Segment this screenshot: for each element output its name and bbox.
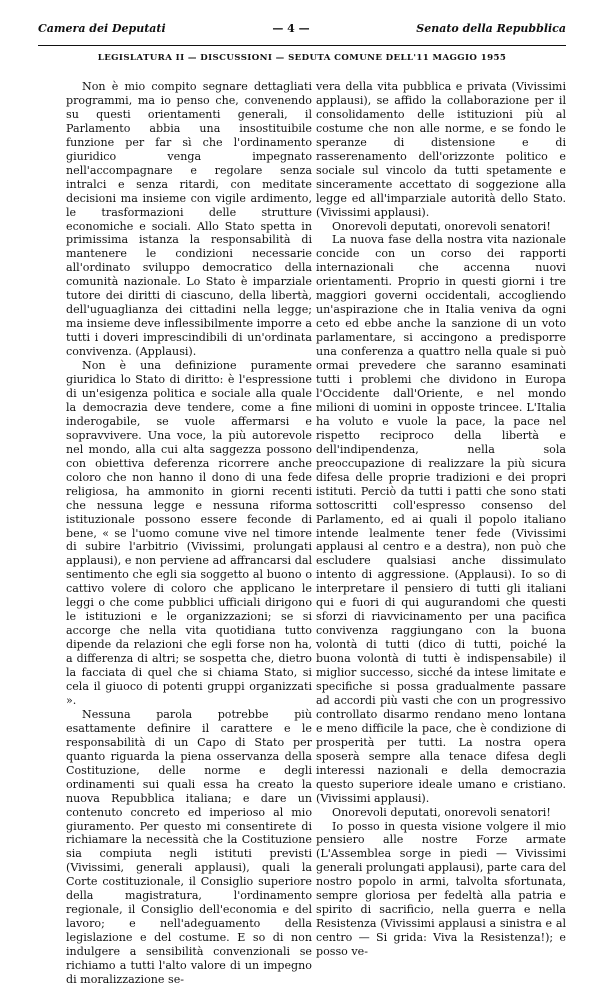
header-left: Camera dei Deputati (38, 22, 166, 35)
page-number: — 4 — (272, 22, 310, 35)
paragraph: Io posso in questa visione volgere il mio pensiero alle nostre Forze armate (L'Assemblea sorge in piedi — Vivissimi generali prolungati applausi), parte cara del nostro popolo in armi, talvolta sfortunata, sempre gloriosa per fedeltà alla patria e spirito di sacrificio, nella guerra e nella Resistenza (Vivissimi applausi a sinistra e al centro — Si grida: Viva la Resistenza!); e posso ve- (316, 819, 566, 959)
left-column (66, 80, 312, 987)
header-right: Senato della Repubblica (416, 22, 566, 35)
paragraph: Nessuna parola potrebbe più esattamente definire il carattere e le responsabilità di un Capo di Stato per quanto riguarda la piena osservanza della Costituzione, delle norme e degli ordinamenti sui quali essa ha creato la nuova Repubblica italiana; e dare un contenuto concreto ed imperioso al mio giuramento. Per questo mi consentirete di richiamare la necessità che la Costituzione sia compiuta negli istituti previsti (Vivissimi, generali applausi), quali la Corte costituzionale, il Consiglio superiore della magistratura, l'ordinamento regionale, il Consiglio dell'economia e del lavoro; e nell'adeguamento della legislazione e del costume. E so di non indulgere a sensibilità convenzionali se richiamo a tutti l'alto valore di un impegno di moralizzazione se- (66, 707, 312, 986)
page-header (38, 22, 566, 44)
paragraph: Onorevoli deputati, onorevoli senatori! (332, 219, 551, 233)
paragraph: Non è una definizione puramente giuridica lo Stato di diritto: è l'espressione di un'esigenza politica e sociale alla quale la democrazia deve tendere, come a fine inderogabile, se vuole affermarsi e sopravvivere. Una voce, la più autorevole nel mondo, alla cui alta saggezza possono con obiettiva deferenza ricorrere anche coloro che non hanno il dono di una fede religiosa, ha ammonito in giorni recenti che nessuna legge e nessuna riforma istituzionale possono essere feconde di bene, « se l'uomo comune vive nel timore di subire l'arbitrio (Vivissimi, prolungati applausi), e non perviene ad affrancarsi dal sentimento che egli sia soggetto al buono o cattivo volere di coloro che applicano le leggi o che come pubblici ufficiali dirigono le istituzioni e le organizzazioni; se si accorge che nella vita quotidiana tutto dipende da relazioni che egli forse non ha, a differenza di altri; se sospetta che, dietro la facciata di quel che si chiama Stato, si cela il giuoco di potenti gruppi organizzati ». (66, 359, 312, 707)
session-subheader: LEGISLATURA II — DISCUSSIONI — SEDUTA COMUNE DELL'11 MAGGIO 1955 (97, 53, 507, 63)
right-column (316, 80, 566, 959)
paragraph: Onorevoli deputati, onorevoli senatori! (332, 805, 551, 819)
paragraph: Non è mio compito segnare dettagliati programmi, ma io penso che, convenendo su questi orientamenti generali, il Parlamento abbia una insostituibile funzione per far sì che l'ordinamento giuridico venga impegnato nell'accompagnare e regolare senza intralci e senza ritardi, con meditate decisioni ma insieme con vigile ardimento, le trasformazioni delle strutture economiche e sociali. Allo Stato spetta in primissima istanza la responsabilità di mantenere le condizioni necessarie all'ordinato sviluppo democratico della comunità nazionale. Lo Stato è imparziale tutore dei diritti di ciascuno, della libertà, dell'uguaglianza dei cittadini nella legge; ma insieme deve inflessibilmente imporre a tutti i doveri imprescindibili di un'ordinata convivenza. (Applausi). (66, 80, 312, 359)
header-rule (38, 45, 566, 46)
paragraph: La nuova fase della nostra vita nazionale concide con un corso dei rapporti internazionali che accenna nuovi orientamenti. Proprio in questi giorni i tre maggiori governi occidentali, accogliendo un'aspirazione che in Italia veniva da ogni ceto ed ebbe anche la sanzione di un voto parlamentare, si accingono a predisporre una conferenza a quattro nella quale si può ormai prevedere che saranno esaminati tutti i problemi che dividono in Europa l'Occidente dall'Oriente, e nel mondo milioni di uomini in opposte trincee. L'Italia ha voluto e vuole la pace, la pace nel rispetto reciproco della libertà e dell'indipendenza, nella sola preoccupazione di realizzare la più sicura difesa delle proprie tradizioni e dei propri istituti. Perciò da tutti i patti che sono stati sottoscritti coll'espresso consenso del Parlamento, ed ai quali il popolo italiano intende lealmente tener fede (Vivissimi applausi al centro e a destra), non può che escludere qualsiasi anche dissimulato intento di aggressione. (Applausi). Io so di interpretare il pensiero di tutti gli italiani qui e fuori di qui augurandomi che questi sforzi di riavvicinamento per una pacifica convivenza raggiungano con la buona volontà di tutti (dico di tutti, poiché la buona volontà di tutti è indispensabile) il miglior successo, sicché da intese limitate e specifiche si possa gradualmente passare ad accordi più vasti che con un progressivo controllato disarmo rendano meno lontana e meno difficile la pace, che è condizione di prosperità per tutti. La nostra opera sposerà sempre alla tenace difesa degli interessi nazionali e della democrazia questo superiore ideale umano e cristiano. (Vivissimi applausi). (316, 233, 566, 805)
paragraph: vera della vita pubblica e privata (Vivissimi applausi), se affido la collaborazione per il consolidamento delle istituzioni più al costume che non alle norme, e se fondo le speranze di distensione e di rasserenamento dell'orizzonte politico e sociale sul vincolo da tutti spetamente e sinceramente accettato di soggezione alla legge ed all'imparziale autorità dello Stato. (Vivissimi applausi). (316, 80, 566, 219)
